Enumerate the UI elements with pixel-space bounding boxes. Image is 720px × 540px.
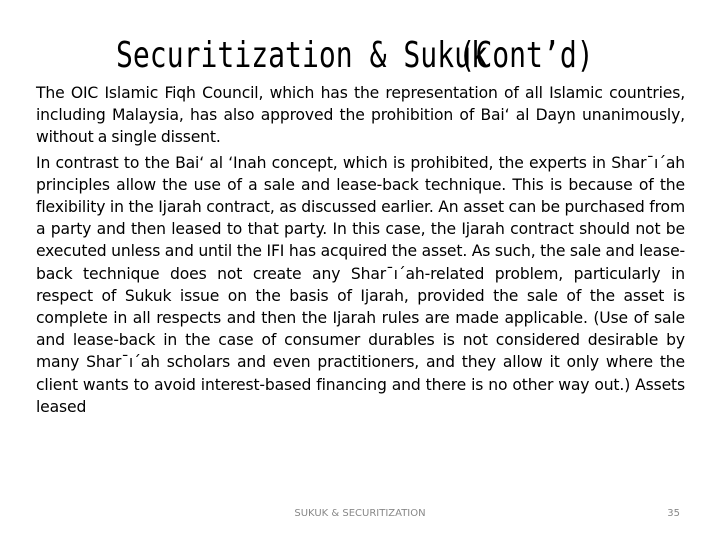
page-number: 35 [667, 508, 680, 519]
paragraph-oic-council: The OIC Islamic Fiqh Council, which has the representation of all Islamic countries, including Malaysia, has also approved the prohibition of Bai‘ al Dayn unanimously, without a single dissent. [36, 84, 685, 147]
slide-body [36, 82, 685, 418]
slide-title [26, 28, 594, 84]
slide-title-suffix: (Cont’d) [458, 35, 594, 76]
paragraph-sale-lease-back: In contrast to the Bai‘ al ‘Inah concept, which is prohibited, the experts in Shar¯ı´ah principles allow the use of a sale and lease-back technique. This is because of the flexibility in the Ijarah contract, as discussed earlier. An asset can be purchased from a party and then leased to that party. In this case, the Ijarah contract should not be executed unless and until the IFI has acquired the asset. As such, the sale and lease-back technique does not create any Shar¯ı´ah-related problem, particularly in respect of Sukuk issue on the basis of Ijarah, provided the sale of the asset is complete in all respects and then the Ijarah rules are made applicable. (Use of sale and lease-back in the case of consumer durables is not considered desirable by many Shar¯ı´ah scholars and even practitioners, and they allow it only where the client wants to avoid interest-based financing and there is no other way out.) Assets leased [36, 153, 685, 416]
slide-title-main: Securitization & Sukuk [116, 35, 488, 76]
footer-text: SUKUK & SECURITIZATION [294, 508, 426, 519]
